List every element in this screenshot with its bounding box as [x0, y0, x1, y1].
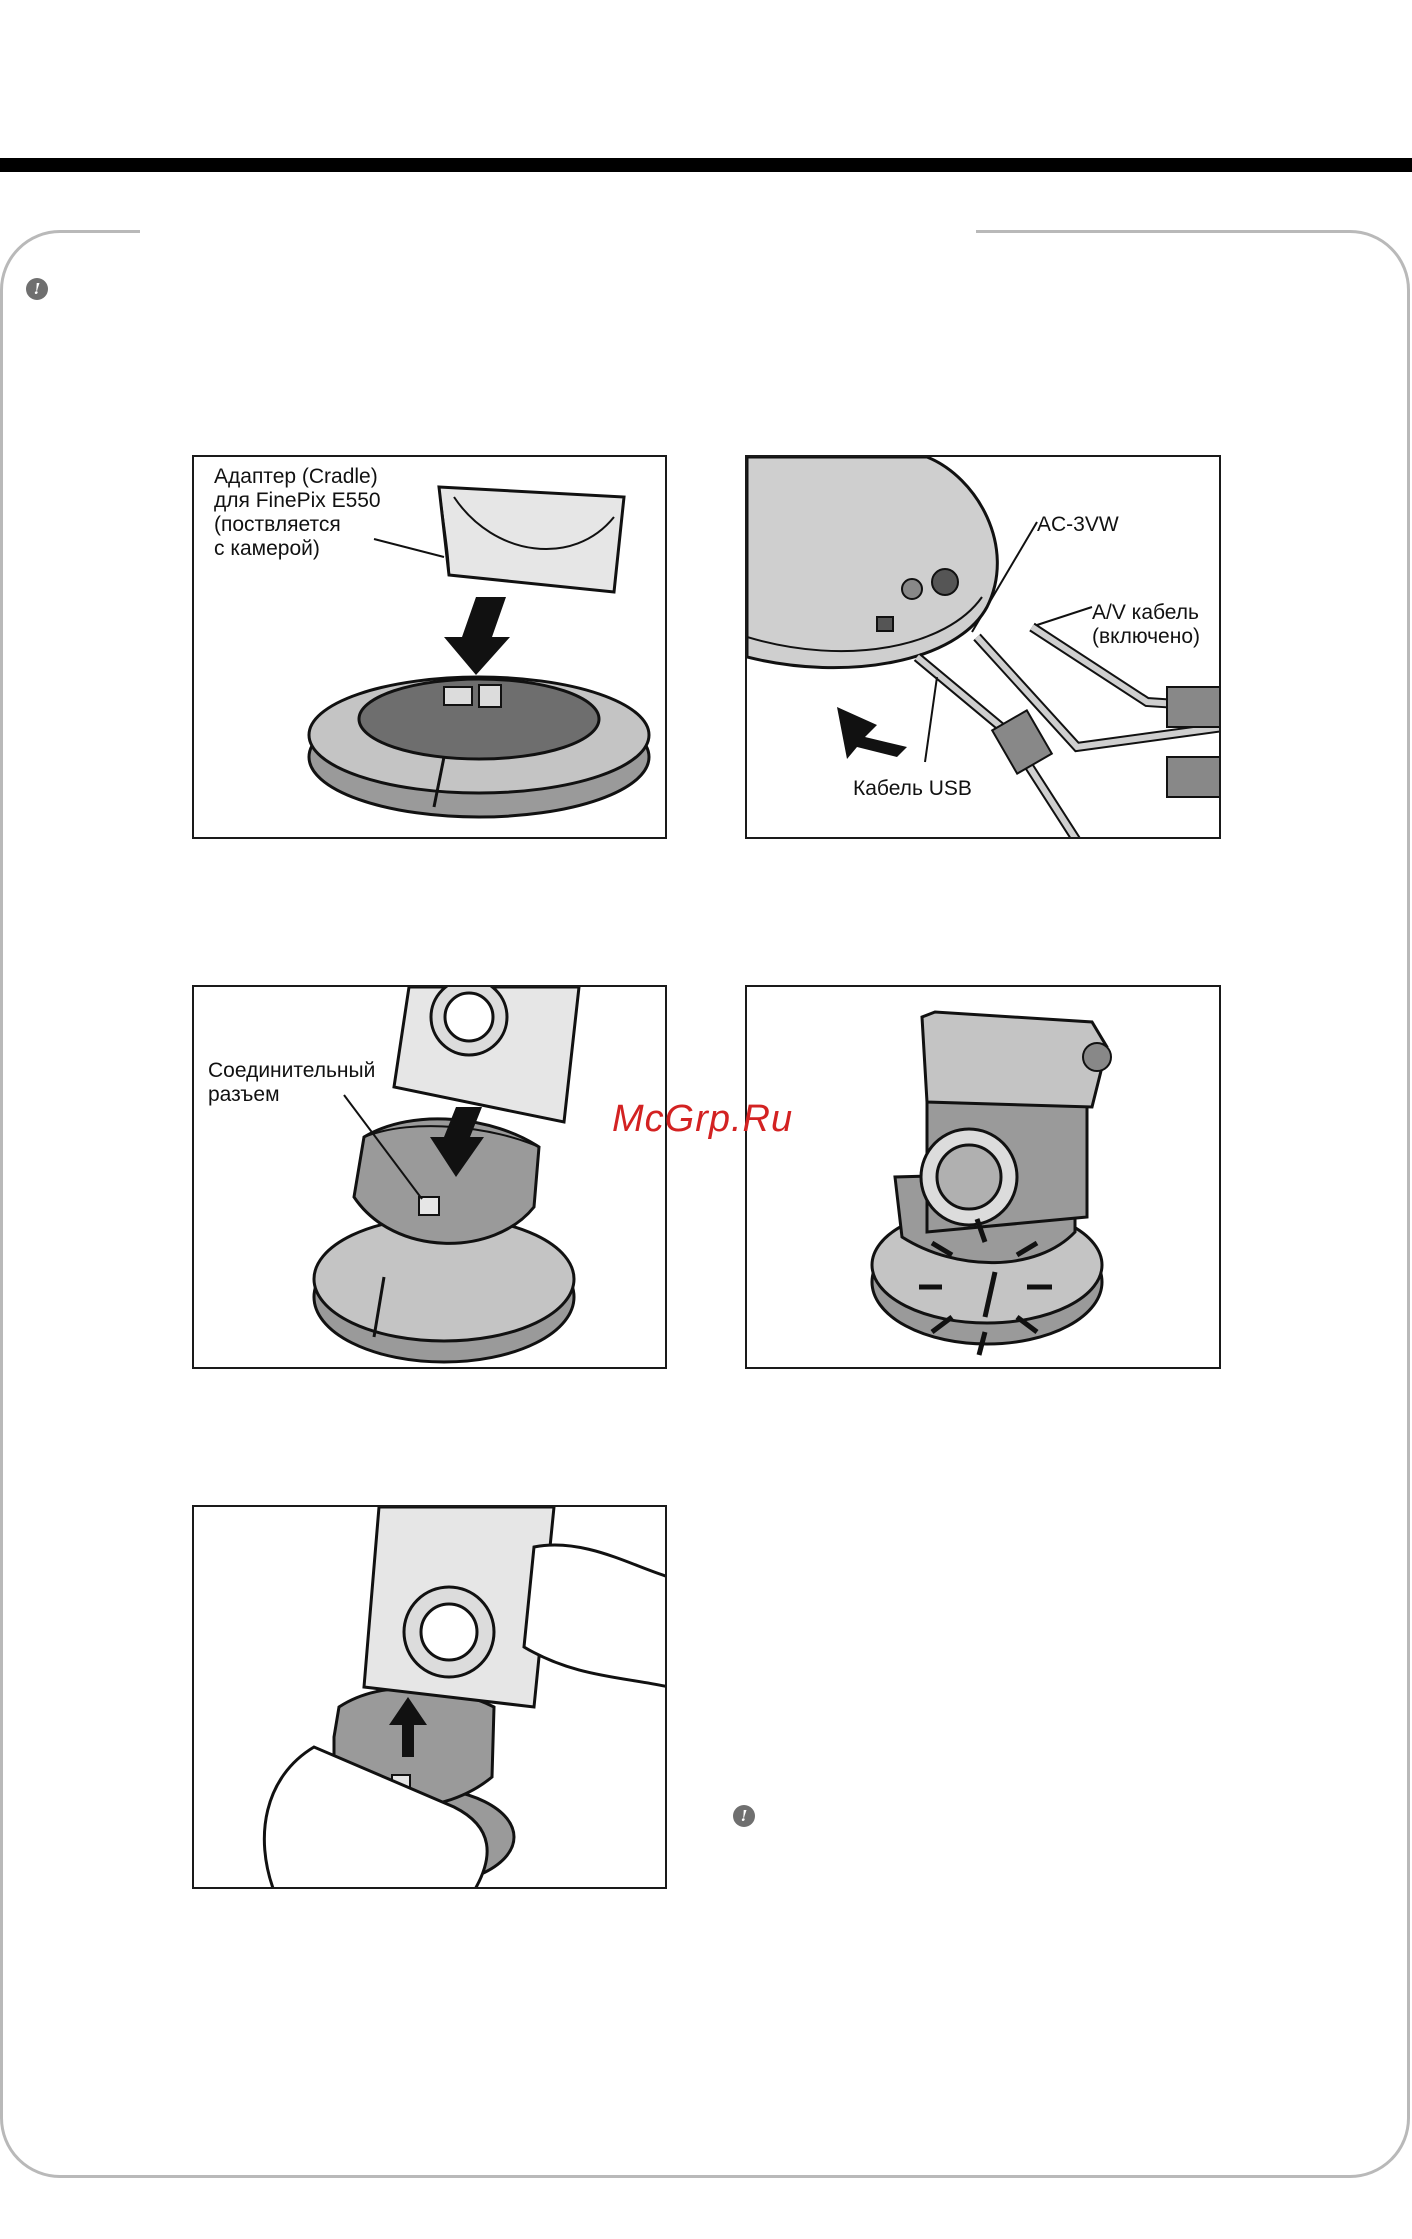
exclamation-note-icon: ! — [26, 278, 48, 300]
header-bar — [0, 158, 1412, 172]
illustration-insert-camera — [192, 985, 667, 1369]
exclamation-note-icon-bottom: ! — [733, 1805, 755, 1827]
frame-title-gap — [140, 226, 976, 236]
ac-adapter-label: AC-3VW — [1037, 513, 1119, 536]
connector-label: Соединительный разъем — [208, 1059, 376, 1106]
illustration-cradle-adapter — [192, 455, 667, 839]
av-cable-label: A/V кабель (включено) — [1092, 601, 1201, 648]
illustration-cable-connection — [745, 455, 1221, 839]
watermark: McGrp.Ru — [612, 1098, 794, 1140]
cradle-adapter-label: Адаптер (Cradle) для FinePix E550 (поствляется с камерой) — [214, 465, 381, 560]
illustration-remove-camera — [192, 1505, 667, 1889]
illustration-camera-docked — [745, 985, 1221, 1369]
usb-cable-label: Кабель USB — [853, 777, 972, 800]
